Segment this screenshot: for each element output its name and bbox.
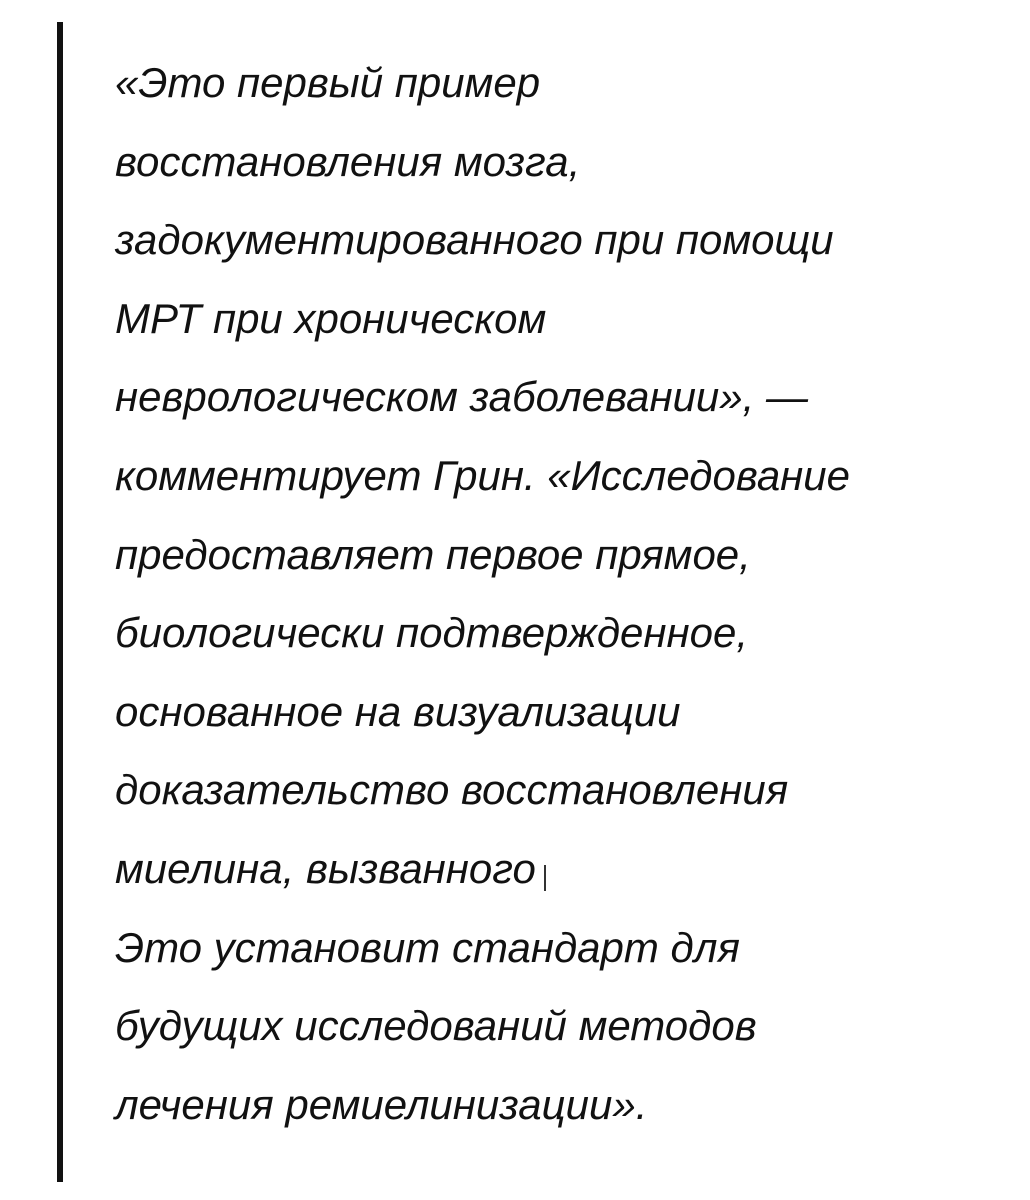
quote-line-12: Это установит стандарт для <box>115 923 740 971</box>
quote-line-13: будущих исследований методов <box>115 1002 757 1050</box>
quote-line-11-text: миелина, вызванного <box>115 844 536 892</box>
quote-line-6: комментирует Грин. «Исследование <box>115 451 850 499</box>
quote-line-1: «Это первый пример <box>115 59 541 106</box>
blockquote-bar <box>57 22 63 1182</box>
quote-line-4: МРТ при хроническом <box>115 294 547 342</box>
quote-line-2: восстановления мозга, <box>115 137 581 185</box>
quote-line-8: биологически подтвержденное, <box>115 609 749 657</box>
quote-line-14: лечения ремиелинизации». <box>115 1080 648 1128</box>
quote-line-3: задокументированного при помощи <box>115 216 834 264</box>
quote-line-7: предоставляет первое прямое, <box>115 530 751 578</box>
quote-line-5: неврологическом заболевании», — <box>115 373 808 421</box>
quote-line-9: основанное на визуализации <box>115 687 681 735</box>
quote-line-11 <box>115 830 1015 909</box>
text-cut-mark <box>544 865 546 891</box>
blockquote-text <box>115 44 1015 1144</box>
quote-line-10: доказательство восстановления <box>115 766 789 814</box>
